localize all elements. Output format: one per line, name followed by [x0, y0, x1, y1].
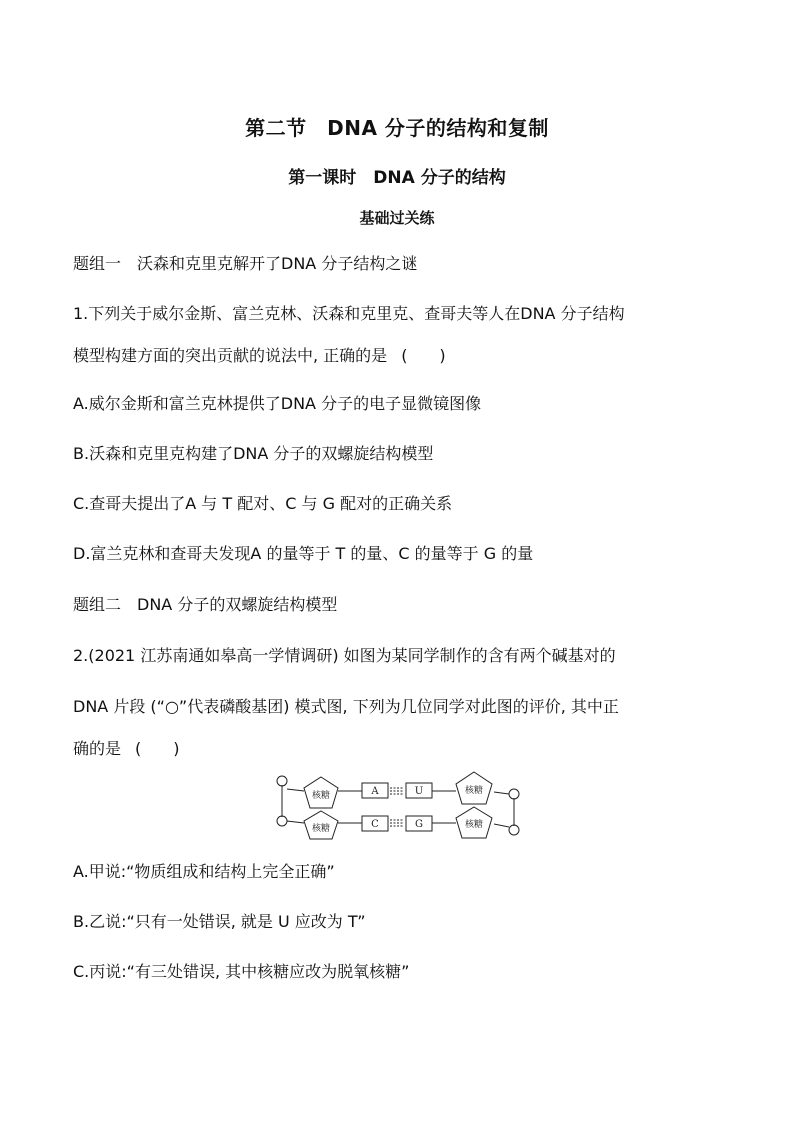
- right-backbone-bottom-link: [494, 824, 509, 827]
- question-1-stem-text: 模型构建方面的突出贡献的说法中, 正确的是: [73, 346, 388, 365]
- question-2-stem-line-3: [73, 739, 180, 759]
- phosphate-circle: [277, 776, 287, 786]
- phosphate-circle: [277, 816, 287, 826]
- question-2-stem-text: 确的是: [73, 739, 122, 758]
- phosphate-circle: [509, 789, 519, 799]
- answer-blank: ( ): [135, 739, 180, 758]
- page-title: 第二节 DNA 分子的结构和复制: [245, 116, 549, 140]
- question-1-option-d: D.富兰克林和查哥夫发现A 的量等于 T 的量、C 的量等于 G 的量: [73, 544, 534, 563]
- group-one-heading: 题组一 沃森和克里克解开了DNA 分子结构之谜: [73, 254, 418, 273]
- base-label-top-right: U: [414, 786, 424, 797]
- question-2-stem-line-1: 2.(2021 江苏南通如皋高一学情调研) 如图为某同学制作的含有两个碱基对的: [73, 646, 616, 665]
- sugar-label: 核糖: [311, 824, 331, 834]
- question-2-stem-line-2: DNA 片段 (“○”代表磷酸基团) 模式图, 下列为几位同学对此图的评价, 其中正: [73, 697, 619, 716]
- question-1-option-b: B.沃森和克里克构建了DNA 分子的双螺旋结构模型: [73, 444, 434, 463]
- question-2-option-a: A.甲说:“物质组成和结构上完全正确”: [73, 862, 335, 881]
- left-backbone-top-link: [287, 789, 304, 791]
- sugar-label: 核糖: [464, 820, 484, 830]
- sugar-label: 核糖: [464, 786, 484, 796]
- question-2-option-b: B.乙说:“只有一处错误, 就是 U 应改为 T”: [73, 912, 366, 931]
- base-label-bottom-right: G: [415, 819, 423, 830]
- question-1-stem-line-1: 1.下列关于威尔金斯、富兰克林、沃森和克里克、查哥夫等人在DNA 分子结构: [73, 304, 625, 323]
- hydrogen-bonds-top: [390, 788, 404, 794]
- question-1-option-a: A.威尔金斯和富兰克林提供了DNA 分子的电子显微镜图像: [73, 394, 482, 413]
- question-1-option-c: C.查哥夫提出了A 与 T 配对、C 与 G 配对的正确关系: [73, 494, 453, 513]
- answer-blank: ( ): [401, 346, 446, 365]
- question-2-option-c: C.丙说:“有三处错误, 其中核糖应改为脱氧核糖”: [73, 962, 410, 981]
- hydrogen-bonds-bottom: [390, 820, 404, 826]
- lesson-subtitle: 第一课时 DNA 分子的结构: [288, 168, 506, 188]
- left-backbone-bottom-link: [287, 821, 304, 823]
- base-label-bottom-left: C: [371, 819, 379, 830]
- phosphate-circle: [509, 825, 519, 835]
- question-1-stem-line-2: [73, 346, 446, 366]
- base-label-top-left: A: [371, 786, 379, 797]
- dna-fragment-diagram: [270, 770, 526, 842]
- sugar-label: 核糖: [311, 791, 331, 801]
- section-heading: 基础过关练: [359, 209, 435, 227]
- group-two-heading: 题组二 DNA 分子的双螺旋结构模型: [73, 595, 338, 614]
- right-backbone-top-link: [494, 792, 509, 794]
